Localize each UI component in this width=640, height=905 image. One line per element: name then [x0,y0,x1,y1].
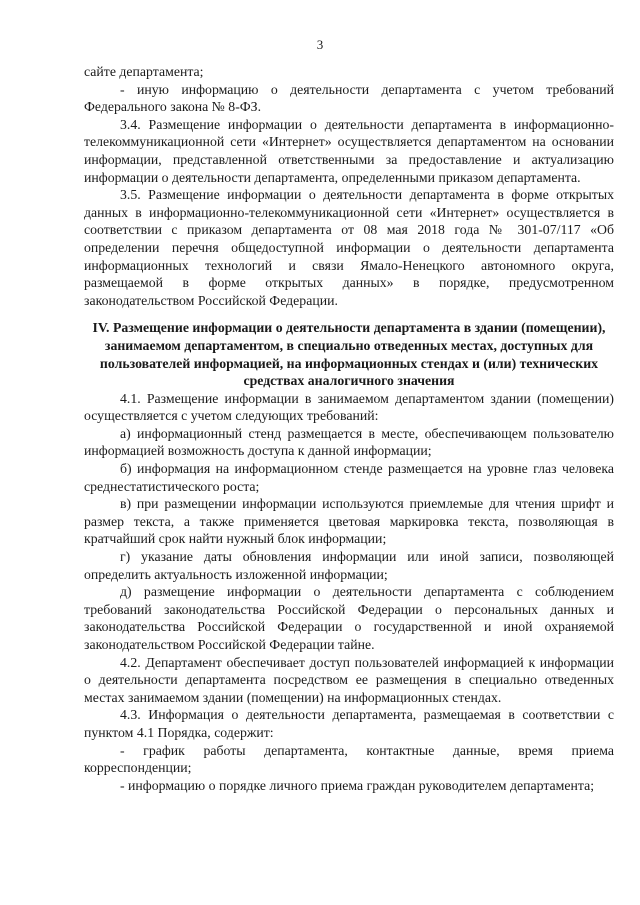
list-item-g: г) указание даты обновления информации или иной записи, позволяющей определить актуальность изложенной информации; [84,549,614,582]
section-heading-iv: IV. Размещение информации о деятельности департамента в здании (помещении), занимаемом департаментом, в специально отведенных местах, доступных для пользователей информацией, на информационных стендах и (или) технических средствах аналогичного значения [92,320,606,389]
paragraph-3-4: 3.4. Размещение информации о деятельности департамента в информационно-телекоммуникационной сети «Интернет» осуществляется департаментом на основании информации, представленной ответственными за предоставление и актуализацию информации о деятельности департамента, определенными приказом департамента. [84,116,614,185]
paragraph-3-5: 3.5. Размещение информации о деятельности департамента в форме открытых данных в информационно-телекоммуникационной сети «Интернет» осуществляется в соответствии с приказом департамента от 08 мая 2018 года № 301-07/117 «Об определении перечня общедоступной информации о деятельности департамента информационных технологий и связи Ямало-Ненецкого автономного округа, размещаемой в форме открытых данных» в порядке, предусмотренном законодательством Российской Федерации. [84,187,614,308]
paragraph-other-info: - иную информацию о деятельности департамента с учетом требований Федерального закона № 8-ФЗ. [84,81,614,115]
document-body [84,63,614,794]
list-item-a: а) информационный стенд размещается в месте, обеспечивающем пользователю информацией возможность доступа к данной информации; [84,425,614,459]
list-item-b: б) информация на информационном стенде размещается на уровне глаз человека среднестатистического роста; [84,461,614,494]
paragraph-site-continuation: сайте департамента; [84,64,204,79]
paragraph-4-2: 4.2. Департамент обеспечивает доступ пользователей информацией к информации о деятельности департамента посредством ее размещения в специально отведенных местах занимаемом здании (помещении) на информационных стендах. [84,654,614,705]
page-number: 3 [316,37,324,52]
list-item-v: в) при размещении информации используются приемлемые для чтения шрифт и размер текста, а также применяется цветовая маркировка текста, позволяющая в кратчайший срок найти нужный блок информации; [84,496,614,547]
paragraph-4-3: 4.3. Информация о деятельности департамента, размещаемая в соответствии с пунктом 4.1 Порядка, содержит: [84,707,614,740]
paragraph-4-1: 4.1. Размещение информации в занимаемом департаментом здании (помещении) осуществляется с учетом следующих требований: [84,390,614,424]
list-item-schedule: - график работы департамента, контактные данные, время приема корреспонденции; [84,742,614,776]
list-item-reception: - информацию о порядке личного приема граждан руководителем департамента; [120,777,595,793]
list-item-d: д) размещение информации о деятельности департамента с соблюдением требований законодательства Российской Федерации о персональных данных и законодательства Российской Федерации о государственной и иной охраняемой законодательством Российской Федерации тайне. [84,584,614,652]
